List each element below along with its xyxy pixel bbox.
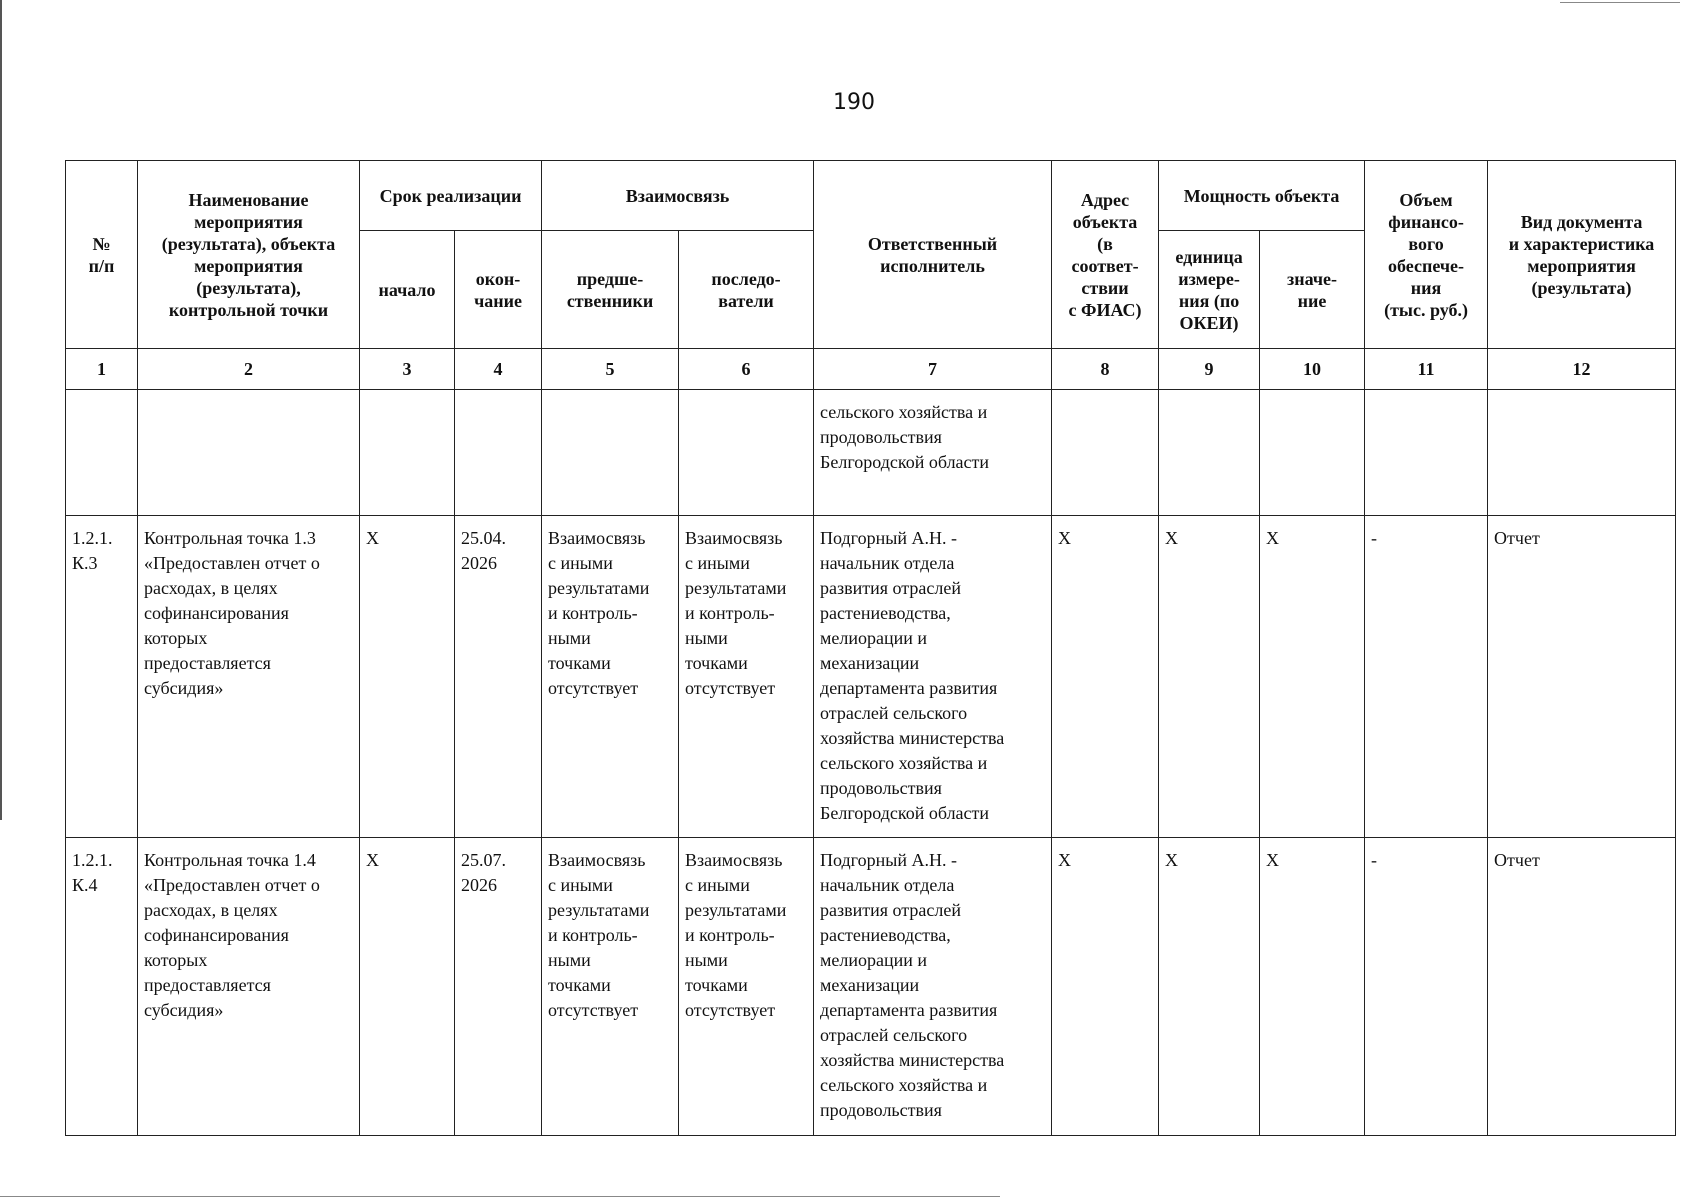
header-responsible: Ответственный исполнитель <box>814 161 1052 349</box>
cell-num <box>66 390 138 516</box>
column-number: 7 <box>814 349 1052 390</box>
cell-document <box>1488 390 1676 516</box>
column-number: 4 <box>455 349 542 390</box>
header-financing: Объем финансо- вого обеспече- ния (тыс. руб.) <box>1365 161 1488 349</box>
header-unit: единица измере- ния (по ОКЕИ) <box>1159 231 1260 349</box>
cell-value <box>1260 390 1365 516</box>
cell-name <box>138 390 360 516</box>
cell-end: 25.07. 2026 <box>455 838 542 1136</box>
cell-predecessors: Взаимосвязь с иными результатами и контроль- ными точками отсутствует <box>542 516 679 838</box>
header-start: начало <box>360 231 455 349</box>
activities-table <box>65 160 1676 1136</box>
cell-successors: Взаимосвязь с иными результатами и контроль- ными точками отсутствует <box>679 516 814 838</box>
cell-value: X <box>1260 516 1365 838</box>
cell-unit: X <box>1159 516 1260 838</box>
header-group-link: Взаимосвязь <box>542 161 814 231</box>
cell-address <box>1052 390 1159 516</box>
column-number: 6 <box>679 349 814 390</box>
column-number: 11 <box>1365 349 1488 390</box>
header-num: № п/п <box>66 161 138 349</box>
cell-num: 1.2.1. К.3 <box>66 516 138 838</box>
cell-name: Контрольная точка 1.4 «Предоставлен отчет о расходах, в целях софинансирования которых предоставляется субсидия» <box>138 838 360 1136</box>
cell-responsible: сельского хозяйства и продовольствия Белгородской области <box>814 390 1052 516</box>
column-number: 12 <box>1488 349 1676 390</box>
cell-responsible: Подгорный А.Н. - начальник отдела развития отраслей растениеводства, мелиорации и механизации департамента развития отраслей сельского хозяйства министерства сельского хозяйства и продовольствия <box>814 838 1052 1136</box>
cell-name: Контрольная точка 1.3 «Предоставлен отчет о расходах, в целях софинансирования которых предоставляется субсидия» <box>138 516 360 838</box>
cell-start <box>360 390 455 516</box>
cell-num: 1.2.1. К.4 <box>66 838 138 1136</box>
column-number: 9 <box>1159 349 1260 390</box>
scan-left-edge <box>0 0 2 820</box>
cell-successors <box>679 390 814 516</box>
table-row <box>66 516 1676 838</box>
header-successors: последо- ватели <box>679 231 814 349</box>
cell-value: X <box>1260 838 1365 1136</box>
cell-financing <box>1365 390 1488 516</box>
header-group-power: Мощность объекта <box>1159 161 1365 231</box>
cell-start: X <box>360 516 455 838</box>
column-number: 3 <box>360 349 455 390</box>
column-number: 8 <box>1052 349 1159 390</box>
header-document: Вид документа и характеристика мероприятия (результата) <box>1488 161 1676 349</box>
column-number: 2 <box>138 349 360 390</box>
cell-financing: - <box>1365 516 1488 838</box>
page-number: 190 <box>833 90 875 115</box>
cell-document: Отчет <box>1488 516 1676 838</box>
cell-address: X <box>1052 838 1159 1136</box>
scan-top-mark <box>1560 2 1680 3</box>
column-number: 10 <box>1260 349 1365 390</box>
column-number: 1 <box>66 349 138 390</box>
cell-unit <box>1159 390 1260 516</box>
column-number: 5 <box>542 349 679 390</box>
cell-end: 25.04. 2026 <box>455 516 542 838</box>
header-group-term: Срок реализации <box>360 161 542 231</box>
cell-predecessors <box>542 390 679 516</box>
header-predecessors: предше- ственники <box>542 231 679 349</box>
cell-financing: - <box>1365 838 1488 1136</box>
cell-successors: Взаимосвязь с иными результатами и контроль- ными точками отсутствует <box>679 838 814 1136</box>
cell-end <box>455 390 542 516</box>
cell-responsible: Подгорный А.Н. - начальник отдела развития отраслей растениеводства, мелиорации и механизации департамента развития отраслей сельского хозяйства министерства сельского хозяйства и продовольствия Белгородской области <box>814 516 1052 838</box>
header-address: Адрес объекта (в соответ- ствии с ФИАС) <box>1052 161 1159 349</box>
header-name: Наименование мероприятия (результата), объекта мероприятия (результата), контрольной точки <box>138 161 360 349</box>
cell-predecessors: Взаимосвязь с иными результатами и контроль- ными точками отсутствует <box>542 838 679 1136</box>
scan-bottom-edge <box>0 1196 1000 1197</box>
cell-unit: X <box>1159 838 1260 1136</box>
header-value: значе- ние <box>1260 231 1365 349</box>
table-row <box>66 390 1676 516</box>
cell-address: X <box>1052 516 1159 838</box>
cell-start: X <box>360 838 455 1136</box>
header-end: окон- чание <box>455 231 542 349</box>
table-row <box>66 838 1676 1136</box>
cell-document: Отчет <box>1488 838 1676 1136</box>
